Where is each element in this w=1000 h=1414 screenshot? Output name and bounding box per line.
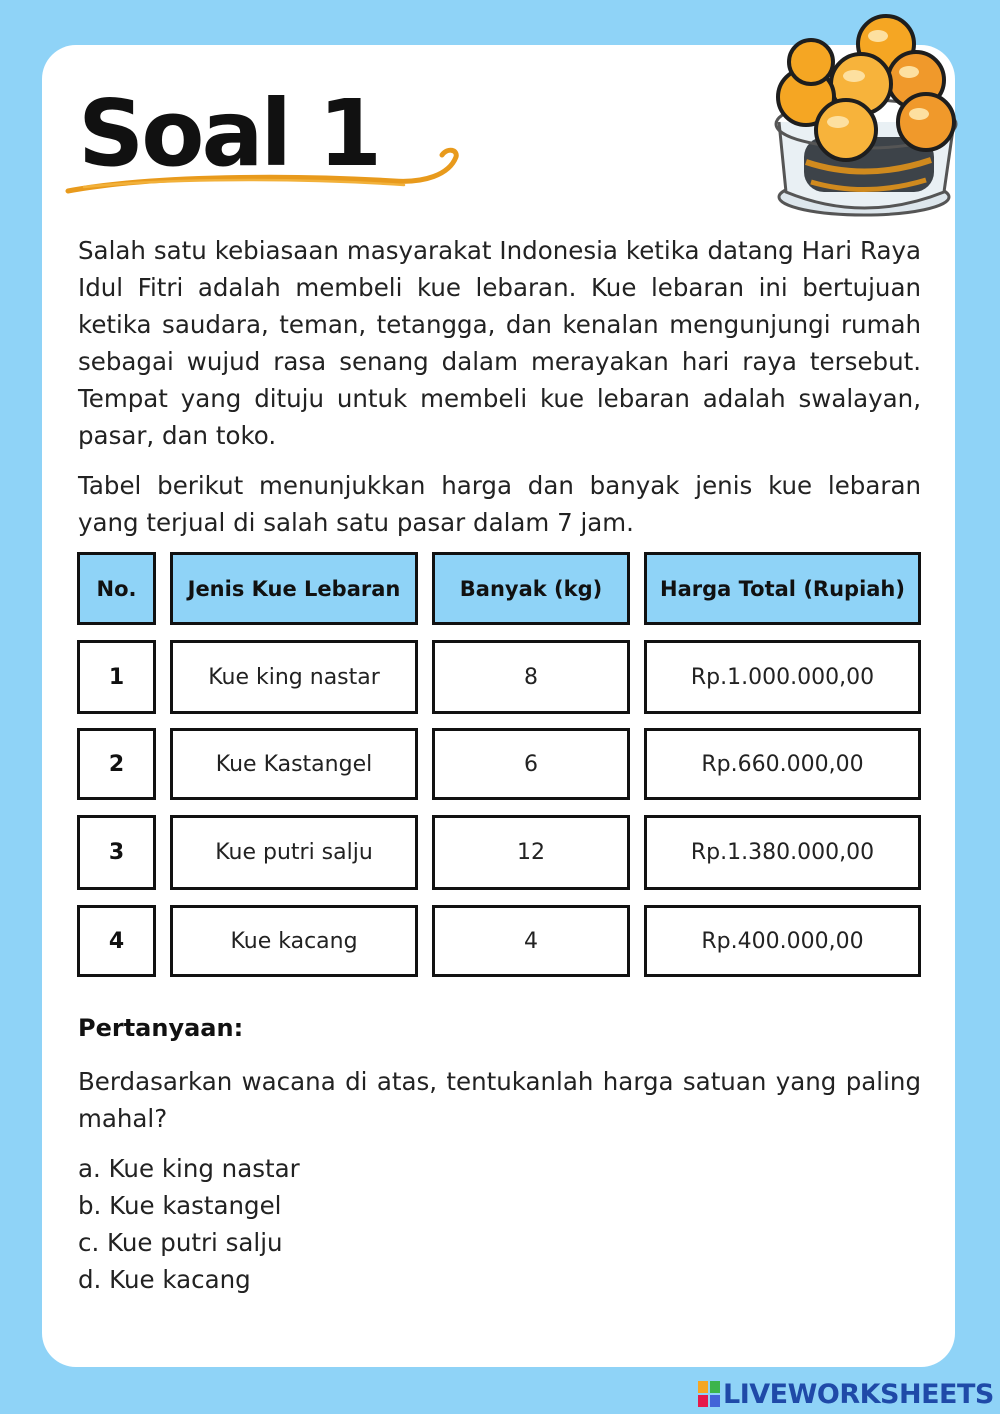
table-cell-jenis: Kue Kastangel	[170, 728, 418, 800]
table-cell-no: 2	[77, 728, 156, 800]
table-cell-banyak: 12	[432, 815, 630, 890]
option-b[interactable]: b. Kue kastangel	[78, 1191, 282, 1220]
table-cell-banyak: 4	[432, 905, 630, 977]
table-cell-no: 3	[77, 815, 156, 890]
table-header-harga: Harga Total (Rupiah)	[644, 552, 921, 625]
table-intro-paragraph: Tabel berikut menunjukkan harga dan banyak jenis kue lebaran yang terjual di salah satu pasar dalam 7 jam.	[78, 471, 921, 537]
option-c[interactable]: c. Kue putri salju	[78, 1228, 283, 1257]
question-text: Berdasarkan wacana di atas, tentukanlah harga satuan yang paling mahal?	[78, 1067, 921, 1133]
table-cell-harga: Rp.1.000.000,00	[644, 640, 921, 714]
table-cell-harga: Rp.660.000,00	[644, 728, 921, 800]
table-header-banyak: Banyak (kg)	[432, 552, 630, 625]
table-header-jenis: Jenis Kue Lebaran	[170, 552, 418, 625]
table-cell-harga: Rp.1.380.000,00	[644, 815, 921, 890]
table-cell-harga: Rp.400.000,00	[644, 905, 921, 977]
option-d[interactable]: d. Kue kacang	[78, 1265, 251, 1294]
question-label: Pertanyaan:	[78, 1014, 244, 1042]
table-cell-no: 1	[77, 640, 156, 714]
cookie-jar-illustration	[766, 12, 966, 222]
table-cell-jenis: Kue putri salju	[170, 815, 418, 890]
intro-paragraph: Salah satu kebiasaan masyarakat Indonesia ketika datang Hari Raya Idul Fitri adalah membeli kue lebaran. Kue lebaran ini bertujuan ketika saudara, teman, tetangga, dan kenalan mengunjungi rumah sebagai wujud rasa senang dalam merayakan hari raya tersebut. Tempat yang dituju untuk membeli kue lebaran adalah swalayan, pasar, dan toko.	[78, 236, 921, 450]
table-cell-jenis: Kue king nastar	[170, 640, 418, 714]
table-cell-banyak: 8	[432, 640, 630, 714]
option-a[interactable]: a. Kue king nastar	[78, 1154, 300, 1183]
table-cell-banyak: 6	[432, 728, 630, 800]
page-title: Soal 1	[78, 80, 380, 187]
brand-name: LIVEWORKSHEETS	[723, 1378, 994, 1410]
table-cell-jenis: Kue kacang	[170, 905, 418, 977]
table-cell-no: 4	[77, 905, 156, 977]
table-header-no: No.	[77, 552, 156, 625]
answer-options	[78, 1150, 300, 1298]
brand-blocks-icon	[698, 1381, 720, 1407]
brand-logo[interactable]	[698, 1376, 994, 1412]
title-underline-swoosh	[64, 135, 464, 197]
